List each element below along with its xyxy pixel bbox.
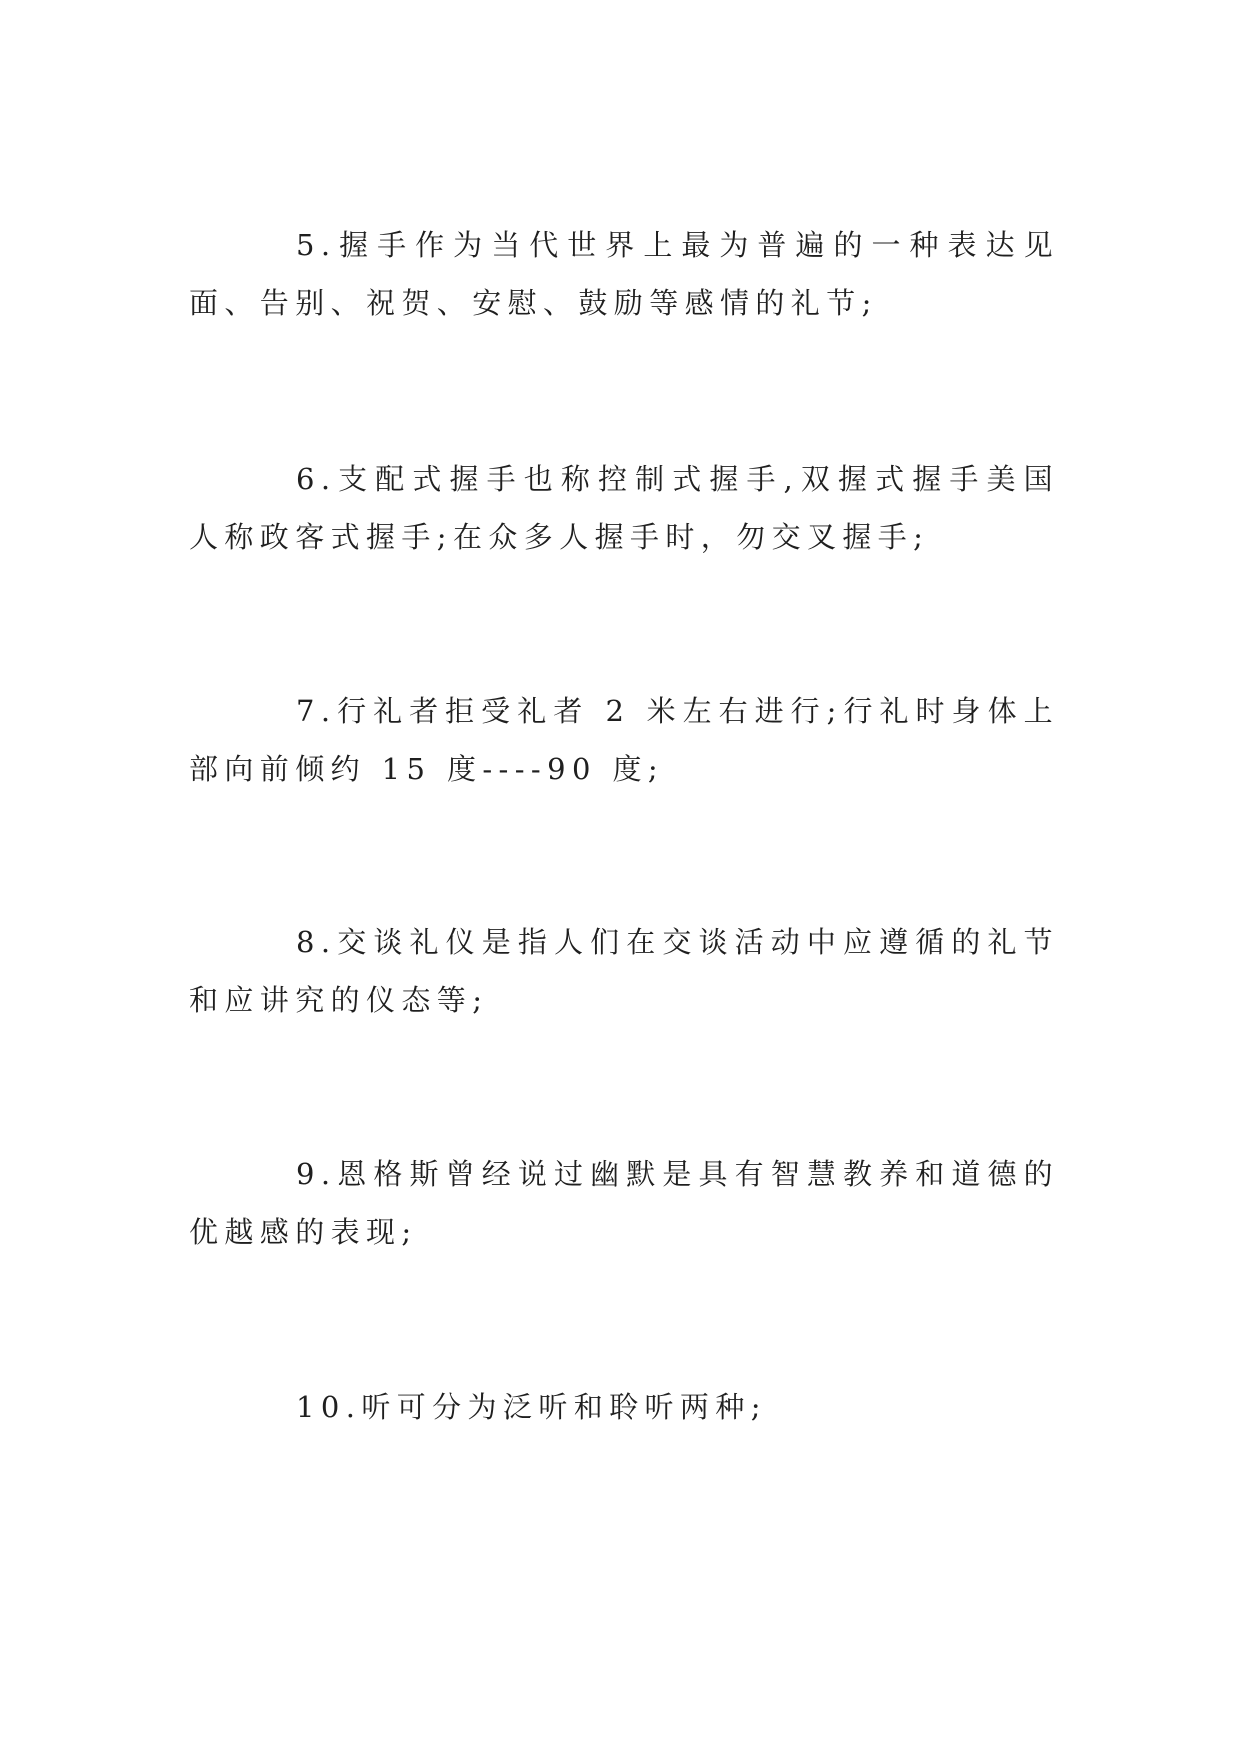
paragraph-7: 7.行礼者拒受礼者 2 米左右进行;行礼时身体上部向前倾约 15 度----90 度;: [189, 694, 1059, 786]
paragraph-10: 10.听可分为泛听和聆听两种;: [296, 1390, 767, 1424]
paragraph-9: 9.恩格斯曾经说过幽默是具有智慧教养和道德的优越感的表现;: [189, 1157, 1059, 1249]
paragraph-5: 5.握手作为当代世界上最为普遍的一种表达见面、告别、祝贺、安慰、鼓励等感情的礼节;: [189, 228, 1059, 320]
paragraph-8: 8.交谈礼仪是指人们在交谈活动中应遵循的礼节和应讲究的仪态等;: [189, 925, 1059, 1017]
paragraph-6: 6.支配式握手也称控制式握手,双握式握手美国人称政客式握手;在众多人握手时，勿交叉握手;: [189, 462, 1059, 554]
